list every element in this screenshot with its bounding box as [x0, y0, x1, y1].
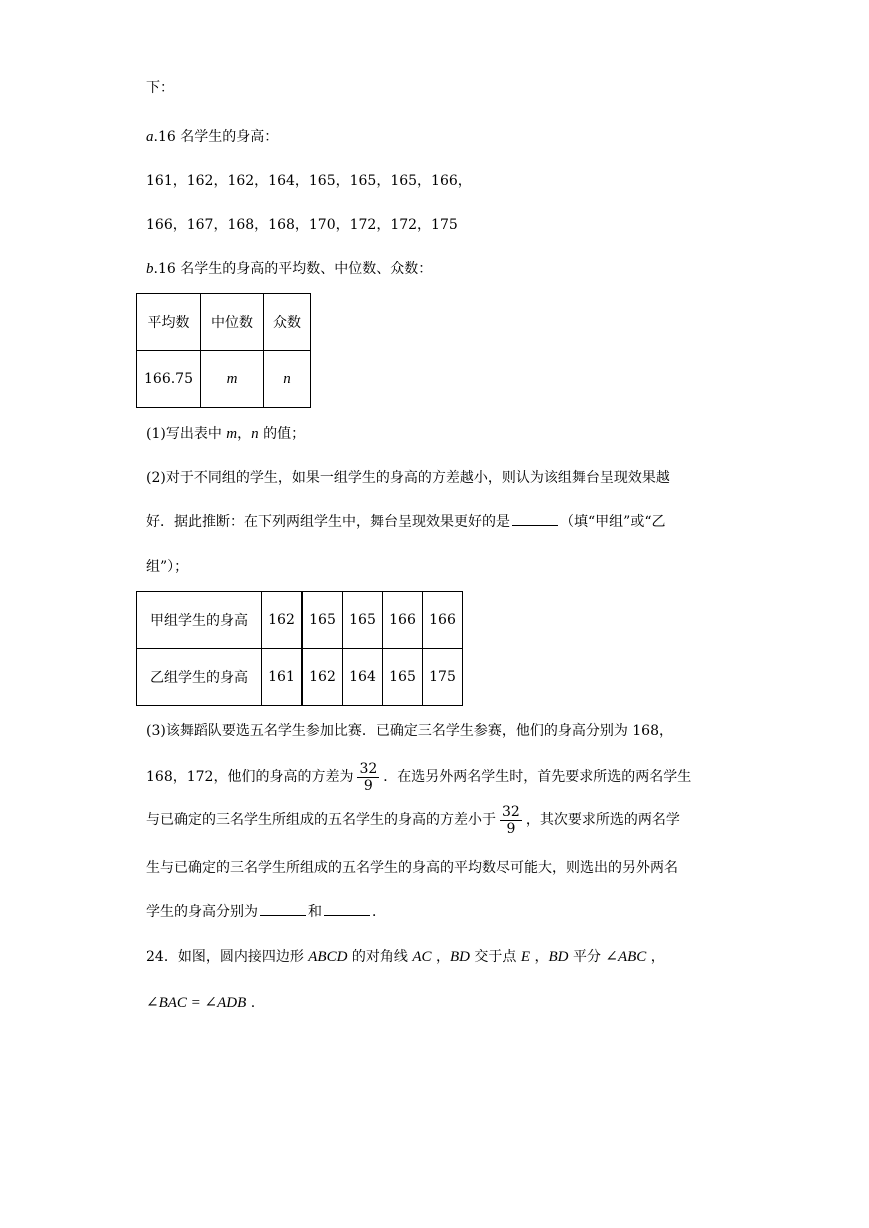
- stats-table-value-row: [137, 351, 311, 408]
- groups-cell: 161: [262, 649, 303, 706]
- line-heights-2: 166，167，168，168，170，172，172，175: [146, 217, 458, 233]
- question-3-line-5: 学生的身高分别为 和 ．: [146, 904, 386, 920]
- fraction: $\frac{32}{9}$: [359, 760, 378, 794]
- question-3-line-1: (3)该舞蹈队要选五名学生参加比赛．已确定三名学生参赛，他们的身高分别为 168，: [146, 723, 674, 739]
- question-1: (1)写出表中 m，n 的值；: [146, 426, 306, 442]
- stats-header-mean: 平均数: [137, 294, 201, 351]
- stats-value-median: m: [201, 351, 264, 408]
- stats-value-mode: n: [264, 351, 311, 408]
- groups-row-jia: [137, 592, 463, 649]
- stats-header-mode: 众数: [264, 294, 311, 351]
- groups-cell: 162: [262, 592, 303, 649]
- question-24-line-2: ∠BAC = ∠ADB .: [146, 995, 256, 1011]
- answer-blank: [512, 513, 558, 526]
- question-2-line-3: 组”）；: [146, 559, 189, 575]
- groups-row-label: 甲组学生的身高: [137, 592, 262, 649]
- line-intro: 下：: [146, 80, 174, 96]
- answer-blank: [324, 903, 370, 916]
- question-3-line-4: 生与已确定的三名学生所组成的五名学生的身高的平均数尽可能大，则选出的另外两名: [146, 860, 678, 876]
- question-2-line-1: (2)对于不同组的学生，如果一组学生的身高的方差越小，则认为该组舞台呈现效果越: [146, 470, 670, 486]
- groups-cell: 165: [383, 649, 423, 706]
- stats-value-mean: 166.75: [137, 351, 201, 408]
- stats-table: [136, 293, 311, 408]
- groups-row-yi: [137, 649, 463, 706]
- groups-cell: 165: [302, 592, 343, 649]
- question-3-line-2: 168，172，他们的身高的方差为 $\frac{32}{9}$ ．在选另外两名学生时，首先要求所选的两名学生: [146, 760, 692, 794]
- groups-row-label: 乙组学生的身高: [137, 649, 262, 706]
- line-b-heading: b.16 名学生的身高的平均数、中位数、众数：: [146, 261, 433, 277]
- groups-cell: 166: [383, 592, 423, 649]
- groups-cell: 175: [423, 649, 463, 706]
- groups-cell: 166: [423, 592, 463, 649]
- groups-cell: 165: [343, 592, 383, 649]
- groups-cell: 164: [343, 649, 383, 706]
- groups-table: [136, 591, 463, 706]
- answer-blank: [260, 903, 306, 916]
- fraction: $\frac{32}{9}$: [502, 803, 520, 837]
- line-heights-1: 161，162，162，164，165，165，165，166，: [146, 173, 472, 189]
- question-3-line-3: 与已确定的三名学生所组成的五名学生的身高的方差小于 $\frac{32}{9}$ ，其次要求所选的两名学: [146, 803, 680, 837]
- stats-header-median: 中位数: [201, 294, 264, 351]
- question-2-line-2: 好．据此推断：在下列两组学生中，舞台呈现效果更好的是 （填“甲组”或“乙: [146, 514, 666, 530]
- groups-cell: 162: [302, 649, 343, 706]
- line-a-heading: a.16 名学生的身高：: [146, 129, 279, 145]
- question-24-line-1: 24．如图，圆内接四边形 ABCD 的对角线 AC ，BD 交于点 E ，BD 平分 ∠ABC ，: [146, 949, 665, 965]
- stats-table-header-row: [137, 294, 311, 351]
